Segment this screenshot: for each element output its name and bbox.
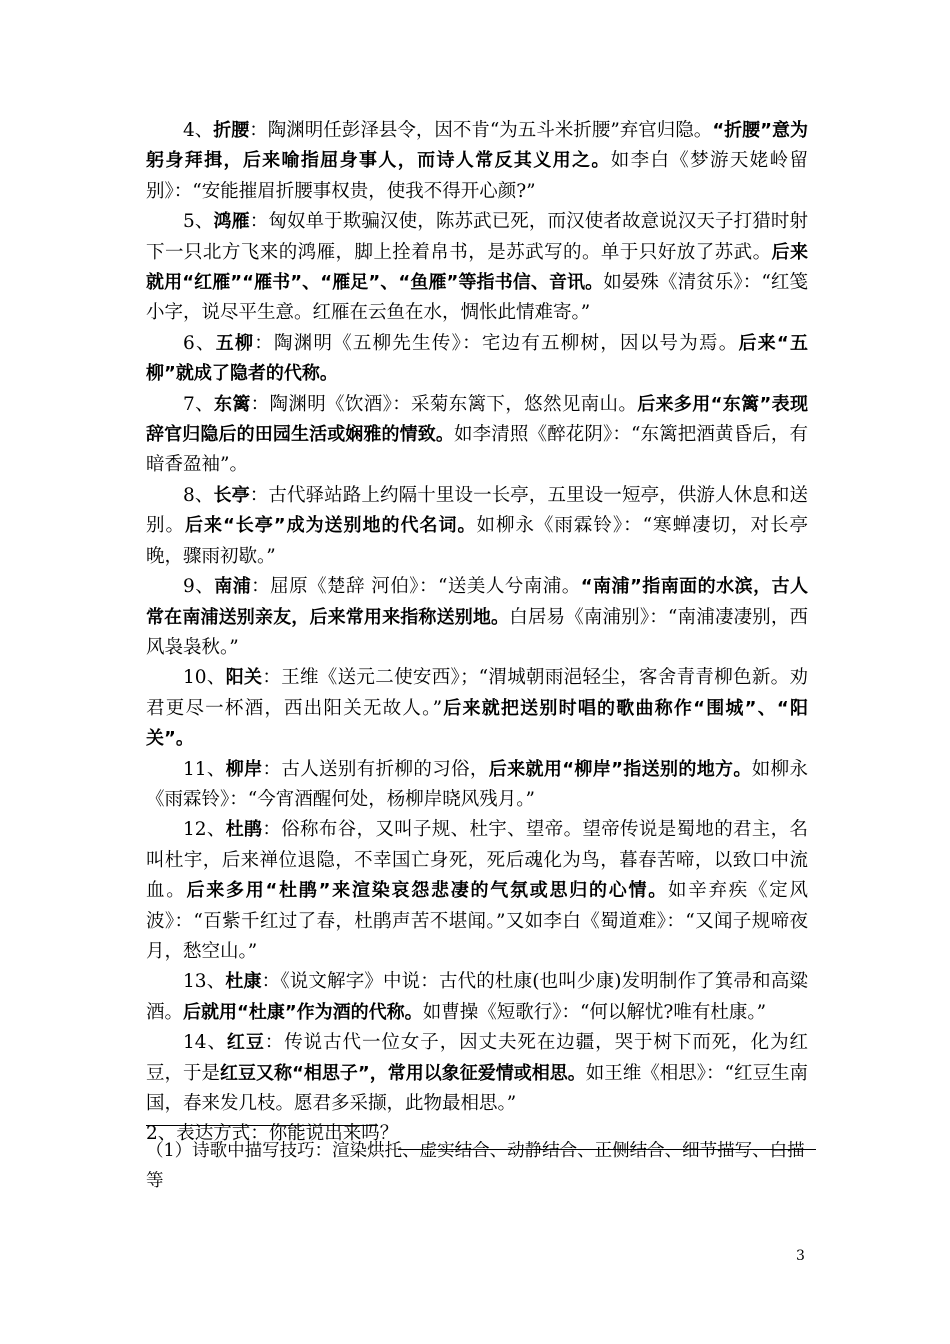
footnote-divider: [146, 1125, 378, 1126]
page-number: 3: [796, 1248, 805, 1264]
item-10: 10、阳关：王维《送元二使安西》；“渭城朝雨浥轻尘，客舍青青柳色新。劝君更尽一杯酒，西出阳关无故人。”后来就把送别时唱的歌曲称作“围城”、“阳关”。: [146, 667, 808, 750]
item-6: 6、五柳：陶渊明《五柳先生传》：宅边有五柳树，因以号为焉。后来“五柳”就成了隐者的代称。: [146, 332, 808, 385]
item-4: 4、折腰：陶渊明任彭泽县令，因不肯“为五斗米折腰”弃官归隐。“折腰”意为躬身拜揖，后来喻指屈身事人，而诗人常反其义用之。如李白《梦游天姥岭留别》：“安能摧眉折腰事权贵，使我不得开心颜?”: [146, 120, 808, 202]
item-12: 12、杜鹃：俗称布谷，又叫子规、杜宇、望帝。望帝传说是蜀地的君主，名叫杜宇，后来禅位退隐，不幸国亡身死，死后魂化为鸟，暮春苦啼，以致口中流血。后来多用“杜鹃”来渲染哀怨悲凄的气氛或思归的心情。如辛弃疾《定风波》：“百紫千红过了春，杜鹃声苦不堪闻。”又如李白《蜀道难》：“又闻子规啼夜月，愁空山。”: [146, 819, 808, 962]
item-5: 5、鸿雁：匈奴单于欺骗汉使，陈苏武已死，而汉使者故意说汉天子打猎时射下一只北方飞来的鸿雁，脚上拴着帛书，是苏武写的。单于只好放了苏武。后来就用“红雁”“雁书”、“雁足”、“鱼雁”等指书信、音讯。如晏殊《清贫乐》：“红笺小字，说尽平生意。红雁在云鱼在水，惆怅此情难寄。”: [146, 211, 809, 324]
item-13: 13、杜康：《说文解字》中说：古代的杜康(也叫少康)发明制作了箕帚和高粱酒。后就用“杜康”作为酒的代称。如曹操《短歌行》：“何以解忧?唯有杜康。”: [146, 971, 808, 1023]
item-9: 9、南浦：屈原《楚辞 河伯》：“送美人兮南浦。“南浦”指南面的水滨，古人常在南浦送别亲友，后来常用来指称送别地。白居易《南浦别》：“南浦凄凄别，西风袅袅秋。”: [146, 576, 809, 658]
main-text: [146, 116, 808, 1150]
item-11: 11、柳岸：古人送别有折柳的习俗，后来就用“柳岸”指送别的地方。如柳永《雨霖铃》：“今宵酒醒何处，杨柳岸晓风残月。”: [146, 758, 808, 810]
footnote: （1）诗歌中描写技巧：渲染烘托、虚实结合、动静结合、正侧结合、细节描写、白描等: [146, 1141, 805, 1191]
item-7: 7、东篱：陶渊明《饮酒》：采菊东篱下，悠然见南山。后来多用“东篱”表现辞官归隐后的田园生活或娴雅的情致。如李清照《醉花阴》：“东篱把酒黄昏后，有暗香盈袖”。: [146, 393, 809, 476]
item-14: 14、红豆：传说古代一位女子，因丈夫死在边疆，哭于树下而死，化为红豆，于是红豆又称“相思子”，常用以象征爱情或相思。如王维《相思》：“红豆生南国，春来发几枝。愿君多采撷，此物最相思。”: [146, 1032, 809, 1114]
question-text: 2、表达方式：你能说出来吗？: [146, 1123, 399, 1145]
item-8: 8、长亭：古代驿站路上约隔十里设一长亭，五里设一短亭，供游人休息和送别。后来“长亭”成为送别地的代名词。如柳永《雨霖铃》：“寒蝉凄切，对长亭晚，骤雨初歇。”: [146, 484, 808, 567]
